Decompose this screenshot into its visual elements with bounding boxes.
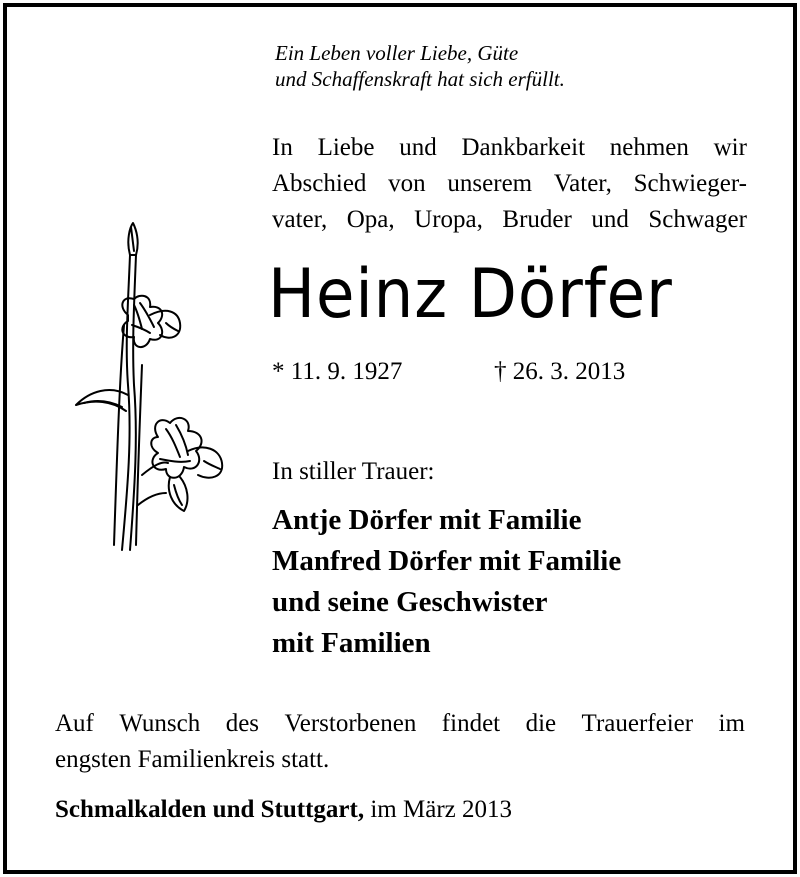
- mourners-list: [272, 500, 621, 664]
- word: von: [388, 170, 426, 197]
- word: findet: [441, 710, 501, 737]
- funeral-notice: [55, 706, 745, 778]
- closing-places: Schmalkalden und Stuttgart,: [55, 796, 365, 823]
- intro-line-3: [272, 202, 747, 238]
- mourner-line: und seine Geschwister: [272, 586, 548, 618]
- mourner-line: Manfred Dörfer mit Familie: [272, 545, 622, 577]
- mourning-label: In stiller Trauer:: [272, 458, 435, 485]
- mourner-line: Antje Dörfer mit Familie: [272, 504, 582, 536]
- intro-line-2: [272, 166, 747, 202]
- word: und: [399, 134, 437, 161]
- word: unserem: [447, 170, 533, 197]
- word: die: [525, 710, 557, 737]
- word: des: [225, 710, 260, 737]
- word: Opa,: [346, 206, 395, 233]
- word: Schwieger-: [633, 170, 747, 197]
- mourner-line: mit Familien: [272, 627, 431, 659]
- closing-line: [55, 796, 512, 824]
- life-dates: [272, 358, 626, 386]
- notice-line-1: [55, 706, 745, 742]
- motto: [275, 40, 565, 92]
- birth-date: * 11. 9. 1927: [272, 358, 403, 385]
- notice-line-2: engsten Familienkreis statt.: [55, 746, 330, 773]
- word: Abschied: [272, 170, 367, 197]
- motto-line-2: und Schaffenskraft hat sich erfüllt.: [275, 67, 565, 91]
- word: Wunsch: [119, 710, 201, 737]
- word: Bruder: [502, 206, 572, 233]
- word: im: [718, 710, 745, 737]
- deceased-name: Heinz Dörfer: [268, 255, 673, 334]
- intro-line-1: [272, 130, 747, 166]
- closing-date: im März 2013: [364, 796, 512, 823]
- intro-text: [272, 130, 747, 238]
- death-date: † 26. 3. 2013: [494, 358, 626, 385]
- word: vater,: [272, 206, 328, 233]
- word: Trauerfeier: [581, 710, 694, 737]
- word: In: [272, 134, 293, 161]
- word: wir: [713, 134, 747, 161]
- word: Dankbarkeit: [461, 134, 586, 161]
- word: und: [591, 206, 629, 233]
- word: Auf: [55, 710, 94, 737]
- word: nehmen: [609, 134, 689, 161]
- iris-flower-icon: [70, 215, 240, 555]
- word: Uropa,: [414, 206, 483, 233]
- word: Vater,: [553, 170, 612, 197]
- word: Liebe: [317, 134, 375, 161]
- word: Schwager: [648, 206, 747, 233]
- motto-line-1: Ein Leben voller Liebe, Güte: [275, 41, 519, 65]
- word: Verstorbenen: [284, 710, 417, 737]
